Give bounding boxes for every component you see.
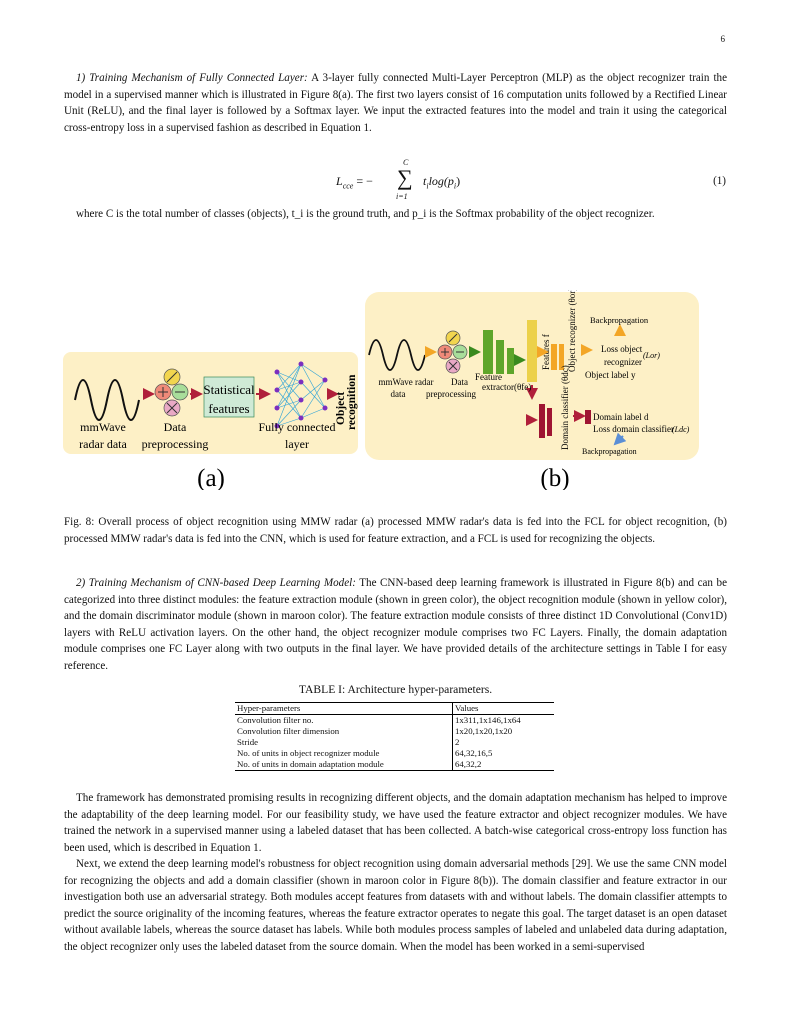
sum-lower-limit: i=1 <box>396 192 408 201</box>
panel-b <box>365 290 699 490</box>
table-header-cell: Hyper-parameters <box>235 703 453 715</box>
paragraph-cnn-training <box>64 575 727 675</box>
table-header-row <box>235 703 554 715</box>
fc-label-line1: Fully connected <box>258 420 336 434</box>
table-cell: Convolution filter no. <box>235 715 453 727</box>
paragraph-domain-adversarial: Next, we extend the deep learning model's robustness for object recognition using domain adversarial methods [29]. We use the same CNN model for recognizing the objects and add a domain classifier (shown in maroon color in Figure 8(b)). The domain classifier and feature extractor in our investigation both use an adversarial strategy. Both modules accept features from datasets with and without labels. The domain classifier attempts to predict the source originality of the incoming features, whereas the feature extractor operates to negate this goal. The target dataset is an open dataset without available labels, whereas the source dataset has labels. While both modules process samples of labeled and unlabeled data during adaptation, the object recognizer only uses the labeled dataset from the source domain. When the model has been worked in a semi-supervised <box>64 858 727 953</box>
table-cell: Stride <box>235 737 453 748</box>
equation-1: $L_{cce}$ = − C ∑ i=1 $t_i\log(p_i)$ (1) <box>336 158 726 201</box>
signal-label-b-line2: data <box>390 389 406 399</box>
paragraph-fcl-training <box>64 70 727 136</box>
table-cell: 1x20,1x20,1x20 <box>455 726 513 736</box>
table-title: TABLE I: Architecture hyper-parameters. <box>298 683 493 696</box>
table-header-cell: Values <box>453 703 555 715</box>
prep-label-b-line2: preprocessing <box>426 389 476 399</box>
panel-b-label: (b) <box>540 465 570 490</box>
loss-obj-line1: Loss object <box>601 344 643 354</box>
object-label-y: Object label y <box>585 370 636 380</box>
prep-label-line1: Data <box>163 420 187 434</box>
loss-domain-classifier: Loss domain classifier <box>593 424 674 434</box>
signal-label-line2: radar data <box>79 437 127 451</box>
backprop-top: Backpropagation <box>590 315 649 325</box>
panel-a <box>63 352 358 490</box>
section-heading-cnn: 2) Training Mechanism of CNN-based Deep Learning Model: <box>76 577 356 589</box>
paragraph-text: A 3-layer fully connected Multi-Layer Perceptron (MLP) as the object recognizer train the model in a supervised manner which is illustrated in Figure 8(a). The first two layers consist of 16 computation units followed by a Rectified Linear Unit (ReLU), and the final layer is followed by a Softmax layer. We input the extracted features into the model and train it using the categorical cross-entropy loss in a supervised fashion as described in Equation 1. <box>64 72 727 134</box>
table-cell: No. of units in domain adaptation module <box>235 759 453 771</box>
table-cell: 64,32,16,5 <box>455 748 493 758</box>
paragraph-equation-where: where C is the total number of classes (objects), t_i is the ground truth, and p_i is the Softmax probability of the object recognizer. <box>76 208 655 220</box>
table-row <box>235 726 554 737</box>
panel-a-label: (a) <box>197 465 225 490</box>
table-row <box>235 737 554 748</box>
hyperparameter-table <box>235 702 554 771</box>
domain-classifier-block <box>539 404 545 438</box>
figure-8-diagram <box>63 290 703 490</box>
table-cell: Convolution filter dimension <box>235 726 453 737</box>
loss-dc-symbol: (Ldc) <box>672 425 690 434</box>
prep-label-b-line1: Data <box>451 377 468 387</box>
page-number: 6 <box>720 34 725 44</box>
fc-label-line2: layer <box>285 437 309 451</box>
domclass-label: Domain classifier (θdc) <box>560 365 570 450</box>
objrec-label-line2: recognition <box>346 374 358 430</box>
paragraph-text: The CNN-based deep learning framework is illustrated in Figure 8(b) and can be categorized into three distinct modules: the feature extraction module (shown in green color), the object recognition module (shown in yellow color), and the domain discriminator module (shown in maroon color). The feature extraction module consists of three distinct 1D Convolutional (Conv1D) layers with ReLU activation layers. On the other hand, the object recognizer module comprises two FC Layers. Finally, the domain adaptation module comprises one FC Layer along with two outputs in the final layer. We have provided details of the architecture settings in Table I for easy reference. <box>64 577 727 672</box>
sum-sign: ∑ <box>397 165 413 190</box>
loss-obj-symbol: (Lor) <box>643 351 660 360</box>
figure-8 <box>63 290 703 490</box>
table-row <box>235 759 554 771</box>
table-row <box>235 748 554 759</box>
objrec-label-line1: Object <box>335 391 347 425</box>
table-cell: No. of units in object recognizer module <box>235 748 453 759</box>
features-label: Features f <box>541 334 551 370</box>
prep-label-line2: preprocessing <box>141 437 209 451</box>
sum-upper-limit: C <box>403 158 409 167</box>
stat-label-line1: Statistical <box>203 382 255 397</box>
section-heading-fcl: 1) Training Mechanism of Fully Connected Layer: <box>76 72 308 84</box>
fe-label-line1: Feature <box>475 372 502 382</box>
loss-obj-line2: recognizer <box>604 357 642 367</box>
table-cell: 2 <box>455 737 460 747</box>
signal-label-b-line1: mmWave radar <box>378 377 434 387</box>
fe-label-line2: extractor(θfe) <box>482 382 532 392</box>
table-cell: 1x311,1x146,1x64 <box>455 715 521 725</box>
object-recognizer-block <box>551 344 557 370</box>
table-row <box>235 715 554 727</box>
backprop-bottom: Backpropagation <box>582 447 637 456</box>
objrec-label-b: Object recognizer (θor) <box>567 290 577 372</box>
signal-label-line1: mmWave <box>80 420 126 434</box>
equation-number: (1) <box>713 175 726 187</box>
paragraph-framework-results: The framework has demonstrated promising results in recognizing different objects, and the domain adaptation mechanism has helped to improve the adaptability of the deep learning model. For our feasibility study, we have used the feature extractor and object recognizer modules. We have trained the network in a supervised manner using a labeled dataset that has been collected. A batch-wise categorical cross-entropy loss function has been used, which is described in Equation 1. <box>64 792 727 854</box>
stat-label-line2: features <box>208 401 250 416</box>
domain-label-d: Domain label d <box>593 412 649 422</box>
table-cell: 64,32,2 <box>453 759 555 771</box>
features-block <box>527 320 537 382</box>
figure-caption: Fig. 8: Overall process of object recognition using MMW radar (a) processed MMW radar's data is fed into the FCL for object recognition, (b) processed MMW radar's data is fed into the CNN, which is used for feature extraction, and a FCL is used for recognizing the objects. <box>64 516 727 545</box>
